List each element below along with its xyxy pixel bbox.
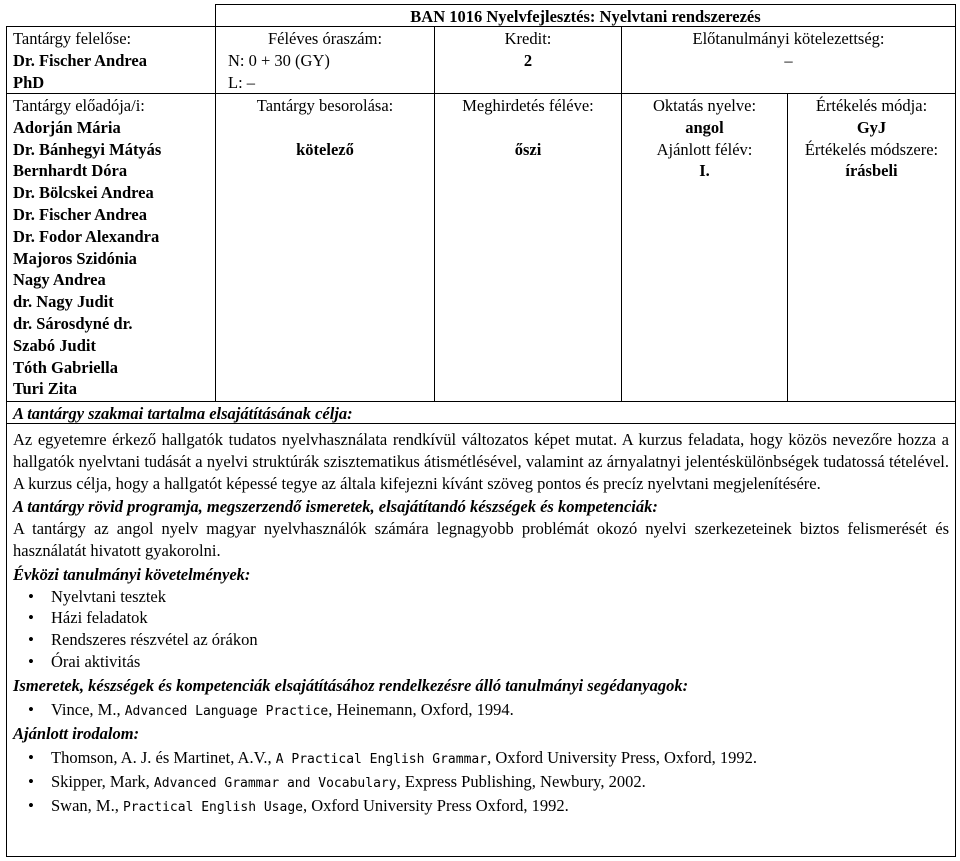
- lecturer-name: Adorján Mária: [13, 117, 121, 137]
- ref-rest: , Oxford University Press, Oxford, 1992.: [487, 748, 758, 768]
- recommended-semester-label: Ajánlott félév:: [656, 139, 753, 159]
- ref-rest: , Oxford University Press Oxford, 1992.: [302, 795, 569, 815]
- list-item: [51, 795, 949, 819]
- language-label: Oktatás nyelve:: [652, 96, 757, 115]
- hours-label: Féléves óraszám:: [267, 29, 383, 48]
- lecturer-name: Tóth Gabriella: [13, 357, 118, 377]
- credit-cell: [434, 26, 622, 94]
- list-item: • Rendszeres részvétel az órákon: [51, 629, 949, 651]
- responsible-label: Tantárgy felelőse:: [13, 29, 132, 48]
- ref-author: Skipper, Mark,: [51, 771, 154, 791]
- lecturer-name: dr. Nagy Judit: [13, 292, 114, 312]
- lecturer-name: dr. Sárosdyné dr.: [13, 313, 133, 333]
- lecturer-name: Majoros Szidónia: [13, 248, 137, 268]
- lecturer-name: Bernhardt Dóra: [13, 161, 128, 181]
- lecturer-name: Dr. Fodor Alexandra: [13, 226, 160, 246]
- requirements-list: [13, 586, 949, 673]
- lecturers-cell: [6, 93, 216, 402]
- lecturer-name: Nagy Andrea: [13, 270, 106, 290]
- ref-rest: , Express Publishing, Newbury, 2002.: [396, 771, 646, 791]
- ref-title: Advanced Grammar and Vocabulary: [153, 775, 397, 791]
- ref-author: Thomson, A. J. és Martinet, A.V.,: [51, 748, 276, 768]
- responsible-cell: [6, 26, 216, 94]
- responsible-name-line1: Dr. Fischer Andrea: [13, 50, 147, 70]
- prereq-value: –: [784, 50, 793, 70]
- ref-title: Practical English Usage: [122, 799, 303, 815]
- classification-cell: [215, 93, 435, 402]
- goal-heading: A tantárgy szakmai tartalma elsajátításának célja:: [13, 404, 353, 423]
- list-item: • Nyelvtani tesztek: [51, 586, 949, 608]
- semester-cell: [434, 93, 622, 402]
- course-title: BAN 1016 Nyelvfejlesztés: Nyelvtani rendszerezés: [410, 7, 761, 26]
- ref-author: Swan, M.,: [51, 795, 123, 815]
- hours-n-value: N: 0 + 30 (GY): [228, 50, 330, 70]
- lecturer-name: Szabó Judit: [13, 335, 96, 355]
- program-heading: A tantárgy rövid programja, megszerzendő ismeretek, elsajátítandó készségek és kompetenciák:: [13, 497, 658, 517]
- materials-list: [13, 699, 949, 723]
- evaluation-mode-label: Értékelés módja:: [815, 96, 928, 115]
- responsible-name-line2: PhD: [13, 72, 45, 92]
- reading-heading: Ajánlott irodalom:: [13, 724, 140, 744]
- evaluation-method-value: írásbeli: [845, 161, 898, 181]
- credit-label: Kredit:: [504, 29, 552, 48]
- materials-heading: Ismeretek, készségek és kompetenciák elsajátításához rendelkezésre álló tanulmányi segédanyagok:: [13, 675, 689, 695]
- goal-heading-cell: [6, 401, 956, 424]
- ref-rest: , Heinemann, Oxford, 1994.: [328, 699, 514, 719]
- lecturer-name: Dr. Fischer Andrea: [13, 204, 147, 224]
- details-cell: [6, 423, 956, 857]
- credit-value: 2: [523, 50, 533, 70]
- requirements-heading: Évközi tanulmányi követelmények:: [13, 564, 251, 584]
- lecturer-name: Dr. Bánhegyi Mátyás: [13, 139, 162, 159]
- reading-list: [13, 747, 949, 818]
- ref-author: Vince, M.,: [51, 699, 125, 719]
- program-text: A tantárgy az angol nyelv magyar nyelvhasználók számára legnagyobb problémát okozó nyelvi szerkezeteinek biztos felismerését és használatát hivatott gyakorolni.: [13, 519, 949, 560]
- goal-text: Az egyetemre érkező hallgatók tudatos nyelvhasználata rendkívül változatos képet mutat. A kurzus feladata, hogy közös nevezőre hozza a hallgatók nyelvtani tudását a nyelvi struktúrák szisztematikus átismétlésével, valamint az árnyalatnyi jelentéskülönbségek tudatossá tételével. A kurzus célja, hogy a hallgatót képessé tegye az általa kifejezni kívánt szöveg pontos és precíz nyelvtani megjelenítésére.: [13, 430, 949, 493]
- evaluation-method-label: Értékelés módszere:: [804, 139, 939, 159]
- evaluation-cell: [787, 93, 956, 402]
- recommended-semester-value: I.: [699, 161, 710, 181]
- prereq-label: Előtanulmányi kötelezettség:: [692, 29, 885, 48]
- semester-value: őszi: [514, 139, 542, 159]
- hours-l-value: L: –: [228, 72, 256, 92]
- ref-title: A Practical English Grammar: [275, 752, 488, 768]
- hours-cell: [215, 26, 435, 94]
- list-item: [51, 771, 949, 795]
- lecturer-name: Dr. Bölcskei Andrea: [13, 183, 154, 203]
- prereq-cell: [621, 26, 956, 94]
- list-item: • Órai aktivitás: [51, 651, 949, 673]
- course-title-cell: [215, 4, 956, 27]
- language-cell: [621, 93, 788, 402]
- classification-value: kötelező: [296, 139, 354, 159]
- semester-label: Meghirdetés féléve:: [462, 96, 594, 115]
- classification-label: Tantárgy besorolása:: [256, 96, 394, 115]
- evaluation-mode-value: GyJ: [856, 117, 887, 137]
- lecturers-label: Tantárgy előadója/i:: [13, 96, 145, 115]
- list-item: • Házi feladatok: [51, 607, 949, 629]
- list-item: [51, 699, 949, 723]
- language-value: angol: [685, 117, 724, 137]
- list-item: [51, 747, 949, 771]
- lecturer-name: Turi Zita: [13, 379, 78, 399]
- ref-title: Advanced Language Practice: [124, 703, 329, 719]
